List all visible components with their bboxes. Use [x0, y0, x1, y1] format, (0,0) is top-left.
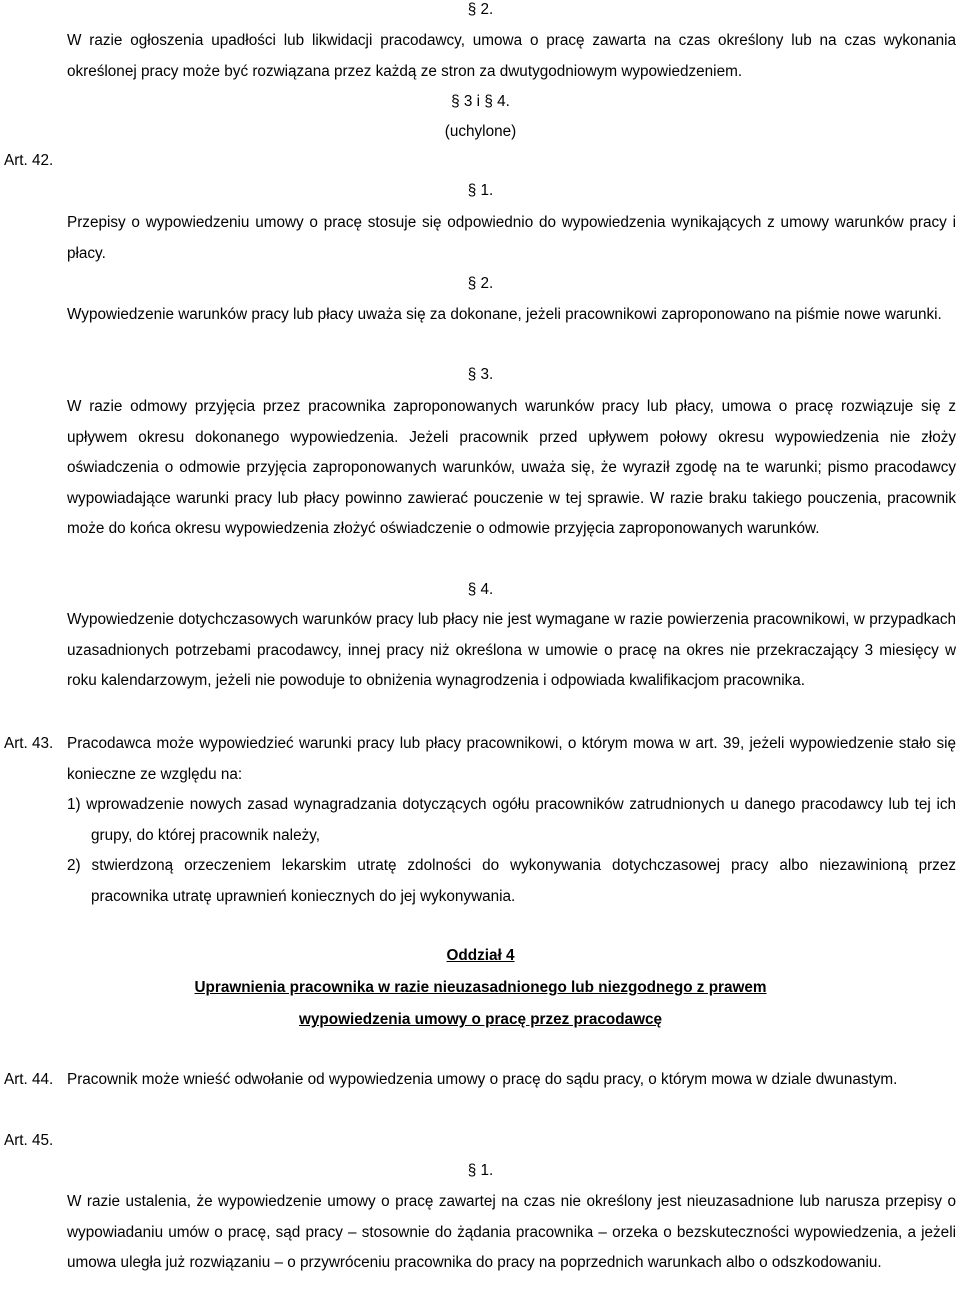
paragraph-text: W razie ogłoszenia upadłości lub likwidacji pracodawcy, umowa o pracę zawarta na czas określony lub na czas wykonania określonej pracy może być rozwiązana przez każdą ze stron za dwutygodniowym wypowiedzeniem.	[67, 32, 956, 80]
paragraph-number: § 1.	[467, 182, 494, 199]
article-label: Art. 45.	[4, 1132, 54, 1149]
paragraph-number: § 3.	[467, 366, 494, 383]
list-item: 1) wprowadzenie nowych zasad wynagradzania dotyczących ogółu pracowników zatrudnionych u danego pracodawcy lub tej ich grupy, do której pracownik należy,	[67, 796, 956, 844]
paragraph-text: Pracodawca może wypowiedzieć warunki pracy lub płacy pracownikowi, o którym mowa w art. 39, jeżeli wypowiedzenie stało się konieczne ze względu na:	[67, 735, 956, 783]
paragraph-number: § 4.	[467, 581, 494, 598]
section-subtitle: Uprawnienia pracownika w razie nieuzasadnionego lub niezgodnego z prawem	[194, 979, 767, 996]
paragraph-text: Pracownik może wnieść odwołanie od wypowiedzenia umowy o pracę do sądu pracy, o którym mowa w dziale dwunastym.	[67, 1071, 898, 1088]
paragraph-text: W razie odmowy przyjęcia przez pracownika zaproponowanych warunków pracy lub płacy, umowa o pracę rozwiązuje się z upływem okresu dokonanego wypowiedzenia. Jeżeli pracownik przed upływem połowy okresu wypowiedzenia nie złoży oświadczenia o odmowie przyjęcia zaproponowanych warunków, uważa się, że wyraził zgodę na te warunki; pismo pracodawcy wypowiadające warunki pracy lub płacy powinno zawierać pouczenie w tej sprawie. W razie braku takiego pouczenia, pracownik może do końca okresu wypowiedzenia złożyć oświadczenie o odmowie przyjęcia zaproponowanych warunków.	[67, 398, 956, 538]
paragraph-number: § 2.	[467, 275, 494, 292]
section-subtitle: wypowiedzenia umowy o pracę przez pracodawcę	[299, 1011, 662, 1028]
article-label: Art. 42.	[4, 152, 54, 169]
paragraph-text: W razie ustalenia, że wypowiedzenie umowy o pracę zawartej na czas nie określony jest nieuzasadnione lub narusza przepisy o wypowiadaniu umów o pracę, sąd pracy – stosownie do żądania pracownika – orzeka o bezskuteczności wypowiedzenia, a jeżeli umowa uległa już rozwiązaniu – o przywróceniu pracownika do pracy na poprzednich warunkach albo o odszkodowaniu.	[67, 1193, 956, 1272]
list-item: 2) stwierdzoną orzeczeniem lekarskim utratę zdolności do wykonywania dotychczasowej pracy albo niezawinioną przez pracownika utratę uprawnień koniecznych do jej wykonywania.	[67, 857, 956, 905]
paragraph-number: § 2.	[467, 1, 494, 18]
paragraph-number: § 1.	[467, 1162, 494, 1179]
paragraph-text: (uchylone)	[444, 123, 517, 140]
section-title: Oddział 4	[446, 947, 515, 964]
paragraph-text: Wypowiedzenie dotychczasowych warunków pracy lub płacy nie jest wymagane w razie powierzenia pracownikowi, w przypadkach uzasadnionych potrzebami pracodawcy, innej pracy niż określona w umowie o pracę na okres nie przekraczający 3 miesięcy w roku kalendarzowym, jeżeli nie powoduje to obniżenia wynagrodzenia i odpowiada kwalifikacjom pracownika.	[67, 611, 956, 690]
paragraph-text: Wypowiedzenie warunków pracy lub płacy uważa się za dokonane, jeżeli pracownikowi zaproponowano na piśmie nowe warunki.	[67, 306, 942, 323]
article-label: Art. 44.	[4, 1071, 54, 1088]
paragraph-text: Przepisy o wypowiedzeniu umowy o pracę stosuje się odpowiednio do wypowiedzenia wynikających z umowy warunków pracy i płacy.	[67, 214, 956, 262]
paragraph-number: § 3 i § 4.	[451, 93, 510, 110]
article-label: Art. 43.	[4, 735, 54, 752]
